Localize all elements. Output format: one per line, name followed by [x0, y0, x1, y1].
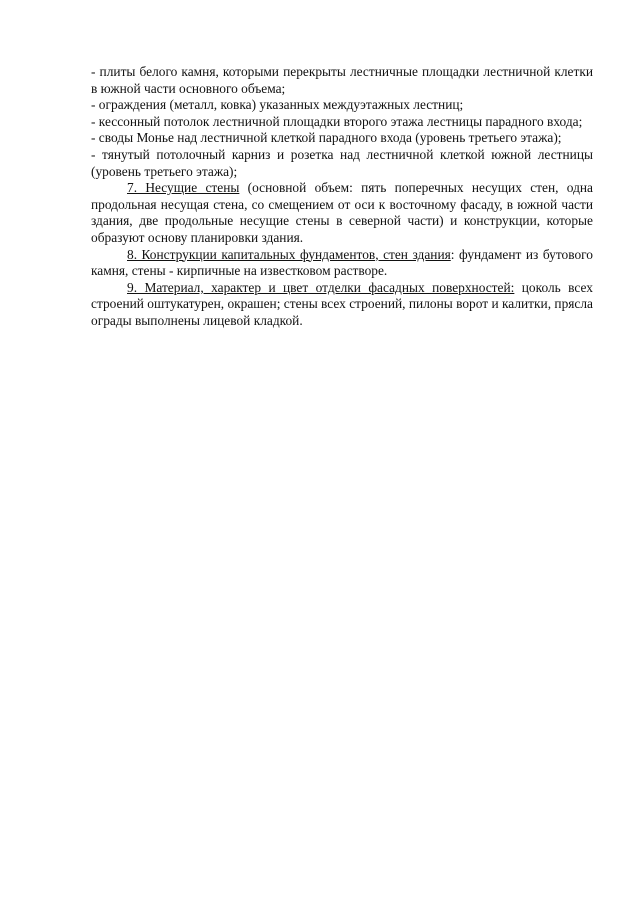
- section-7-text: (основной объем: пять поперечных несущих стен, одна продольная несущая стена, со смещением от оси к восточному фасаду, в южной части здания, две продольные несущие стены в северной части) и конструкции, которые образуют основу планировки здания.: [91, 180, 593, 245]
- section-8-heading: 8. Конструкции капитальных фундаментов, стен здания: [127, 246, 451, 262]
- list-item: - своды Монье над лестничной клеткой парадного входа (уровень третьего этажа);: [91, 130, 562, 146]
- section-9-heading: 9. Материал, характер и цвет отделки фасадных поверхностей:: [127, 279, 515, 295]
- list-item: - кессонный потолок лестничной площадки второго этажа лестницы парадного входа;: [91, 113, 583, 129]
- section-9-text: цоколь всех строений оштукатурен, окрашен; стены всех строений, пилоны ворот и калитки, прясла ограды выполнены лицевой кладкой.: [91, 279, 593, 328]
- section-7-paragraph: [91, 180, 593, 246]
- document-page: [91, 64, 593, 330]
- section-7-heading: 7. Несущие стены: [127, 180, 240, 196]
- section-8-paragraph: [91, 247, 593, 280]
- section-9-paragraph: [91, 280, 593, 330]
- list-item: - тянутый потолочный карниз и розетка над лестничной клеткой южной лестницы (уровень третьего этажа);: [91, 146, 593, 179]
- section-8-text: : фундамент из бутового камня, стены - кирпичные на известковом растворе.: [91, 246, 593, 279]
- list-item: - плиты белого камня, которыми перекрыты лестничные площадки лестничной клетки в южной части основного объема;: [91, 64, 593, 96]
- list-item: - ограждения (металл, ковка) указанных междуэтажных лестниц;: [91, 97, 464, 113]
